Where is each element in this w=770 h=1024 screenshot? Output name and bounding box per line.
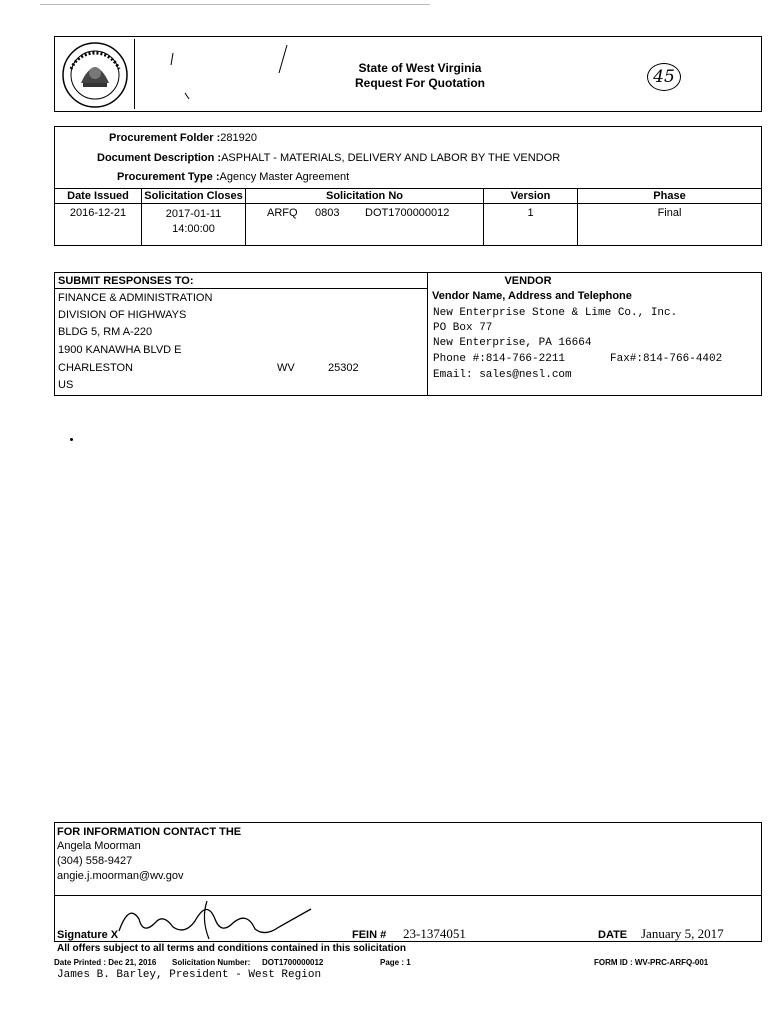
col-header-phase: Phase [653, 190, 686, 202]
contact-name: Angela Moorman [57, 840, 141, 852]
contact-box [54, 822, 762, 942]
procurement-type: Procurement Type :Agency Master Agreement [117, 171, 350, 183]
submit-line-1: FINANCE & ADMINISTRATION [58, 292, 213, 304]
title-line2: Request For Quotation [355, 76, 485, 90]
submit-vendor-divider [427, 273, 428, 395]
page-number: Page : 1 [380, 958, 411, 967]
date-issued-value: 2016-12-21 [69, 207, 127, 219]
version-value: 1 [527, 207, 534, 219]
sol-type: ARFQ [267, 207, 298, 219]
scan-edge-line [40, 4, 430, 5]
procurement-folder: Procurement Folder :281920 [109, 132, 257, 144]
pen-marks-icon [165, 43, 305, 99]
vendor-po-box: PO Box 77 [433, 322, 493, 334]
title-line1: State of West Virginia [358, 61, 482, 75]
state-seal [57, 39, 135, 109]
document-description: Document Description :ASPHALT - MATERIALS, DELIVERY AND LABOR BY THE VENDOR [97, 152, 561, 164]
procurement-box [54, 126, 762, 246]
closes-value: 2017-01-11 14:00:00 [165, 208, 222, 235]
vendor-phone: Phone #:814-766-2211 [433, 353, 566, 365]
submit-line-2: DIVISION OF HIGHWAYS [58, 309, 187, 321]
header-box [54, 36, 762, 112]
offers-note: All offers subject to all terms and conditions contained in this solicitation [57, 943, 406, 954]
col-header-sol-no: Solicitation No [326, 190, 403, 202]
sol-number-label: Solicitation Number: [172, 958, 251, 967]
submit-line-6: US [58, 379, 74, 391]
submit-header-line [55, 288, 427, 289]
submit-state: WV [277, 362, 295, 374]
sol-code: 0803 [315, 207, 340, 219]
sol-number: DOT1700000012 [365, 207, 450, 219]
submit-zip: 25302 [328, 362, 359, 374]
contact-email: angie.j.moorman@wv.gov [57, 870, 184, 882]
handwritten-signature [115, 899, 315, 943]
page-title [285, 61, 555, 91]
date-label: DATE [598, 929, 628, 941]
date-printed-label: Date Printed : [54, 958, 107, 967]
vendor-subheader: Vendor Name, Address and Telephone [432, 290, 632, 302]
signer-name: James B. Barley, President - West Region [57, 969, 322, 981]
fein-value: 23-1374051 [403, 926, 466, 941]
phase-value: Final [657, 207, 682, 219]
contact-phone: (304) 558-9427 [57, 855, 133, 867]
signature-label: Signature X [57, 929, 119, 941]
sol-number-value: DOT1700000012 [262, 958, 324, 967]
vendor-name: New Enterprise Stone & Lime Co., Inc. [433, 307, 678, 319]
fein-label: FEIN # [352, 929, 387, 941]
col-header-version: Version [510, 190, 551, 202]
table-top-line [55, 188, 761, 189]
seal-icon [57, 39, 133, 109]
col-header-closes: Solicitation Closes [144, 190, 243, 202]
col-header-date-issued: Date Issued [67, 190, 129, 202]
vendor-email: Email: sales@nesl.com [433, 369, 572, 381]
table-header-line [55, 203, 761, 204]
vendor-header: VENDOR [504, 275, 552, 287]
submit-header: SUBMIT RESPONSES TO: [58, 275, 194, 287]
contact-signature-divider [55, 895, 761, 896]
submit-line-3: BLDG 5, RM A-220 [58, 326, 153, 338]
contact-header: FOR INFORMATION CONTACT THE [57, 826, 242, 838]
form-id: FORM ID : WV-PRC-ARFQ-001 [594, 958, 709, 967]
date-printed-value: Dec 21, 2016 [108, 958, 157, 967]
vendor-city: New Enterprise, PA 16664 [433, 337, 592, 349]
submit-line-4: 1900 KANAWHA BLVD E [58, 344, 182, 356]
vendor-fax: Fax#:814-766-4402 [610, 353, 723, 365]
date-value: January 5, 2017 [641, 926, 724, 941]
submit-line-5: CHARLESTON [58, 362, 133, 374]
submit-vendor-box [54, 272, 762, 396]
scan-dot [70, 438, 73, 441]
handwritten-number: 45 [647, 63, 681, 91]
